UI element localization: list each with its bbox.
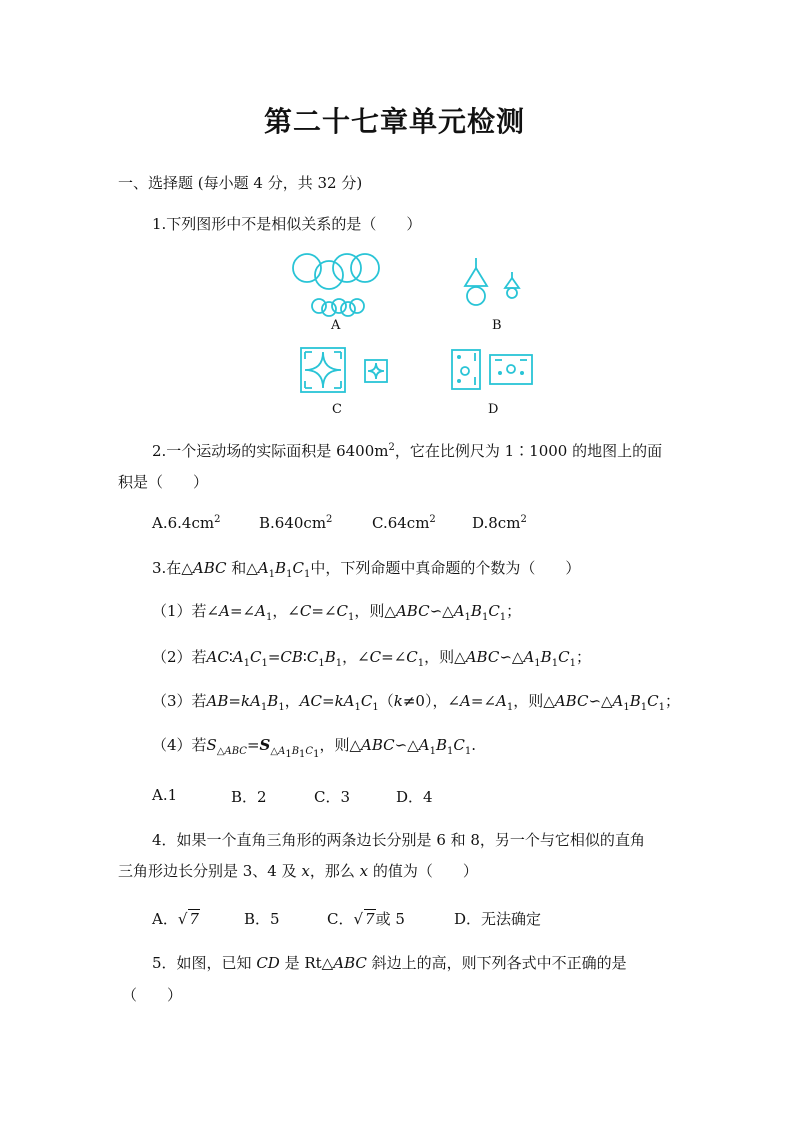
question-1-stem: 1.下列图形中不是相似关系的是（ ）: [152, 215, 422, 233]
question-3-item-3: （3）若$AB=kA_1B_1$，$AC=kA_1C_1(k\ne 0)$，$\angle A=\angle A_1$，则$\triangle ABC∽\triangle A_1B_1C_1$；: [152, 692, 681, 713]
figure-a-rings: [290, 252, 385, 322]
question-3-option-b: B．2: [231, 788, 267, 806]
question-4-line-2: 三角形边长分别是 3、4 及 x，那么 x 的值为（ ）: [118, 862, 478, 880]
figure-d-panels: [450, 349, 535, 391]
question-3-option-c: C．3: [314, 788, 351, 806]
figure-label-b: B: [492, 318, 502, 333]
question-3-option-a: A.1: [152, 786, 178, 804]
question-4-option-b: B．5: [244, 910, 280, 928]
question-3-stem: 3.在△ABC 和$\triangle A_1B_1C_1$中，下列命题中真命题的个数为（ ）: [152, 559, 581, 580]
section-heading: 一、选择题 (每小题 4 分，共 32 分): [118, 174, 363, 192]
question-3-item-1: （1）若$\angle A=\angle A_1$，$\angle C=\angle C_1$，则$\triangle ABC∽\triangle A_1B_1C_1$；: [152, 602, 522, 623]
question-4-option-a: A．√ 7: [152, 910, 199, 928]
question-2-option-d: $D.8cm^2$: [472, 514, 527, 532]
question-2-line-2: 积是（ ）: [118, 473, 209, 491]
question-4-option-c: C．√ 7或 5: [327, 910, 405, 928]
figure-label-c: C: [332, 402, 342, 417]
question-2-option-a: $A.6.4cm^2$: [152, 514, 221, 532]
question-3-item-4: （4）若$S_{\triangle ABC}=S_{\triangle A_1B_1C_1}$，则$\triangle ABC∽\triangle A_1B_1C_1$.: [152, 736, 477, 760]
page-title: 第二十七章单元检测: [264, 105, 526, 138]
question-3-item-2: （2）若$AC∶A_1C_1=CB∶C_1B_1$，$\angle C=\angle C_1$，则$\triangle ABC∽\triangle A_1B_1C_1$；: [152, 648, 591, 669]
question-5-line-1: 5．如图，已知 CD 是 Rt△ABC 斜边上的高，则下列各式中不正确的是: [152, 954, 627, 972]
question-2-line-1: 2.一个运动场的实际面积是 $6400m^2$，它在比例尺为 1∶1000 的地图上的面: [152, 442, 663, 460]
figure-label-a: A: [331, 318, 341, 333]
question-4-line-1: 4．如果一个直角三角形的两条边长分别是 6 和 8，另一个与它相似的直角: [152, 831, 645, 849]
figure-c-squares: [300, 347, 390, 393]
question-4-option-d: D．无法确定: [454, 910, 542, 928]
question-5-line-2: （ ）: [122, 986, 183, 1004]
question-2-option-b: $B.640cm^2$: [259, 514, 333, 532]
question-3-option-d: D．4: [396, 788, 433, 806]
figure-b-lamps: [460, 258, 525, 308]
figure-label-d: D: [488, 402, 499, 417]
question-2-option-c: $C.64cm^2$: [372, 514, 436, 532]
